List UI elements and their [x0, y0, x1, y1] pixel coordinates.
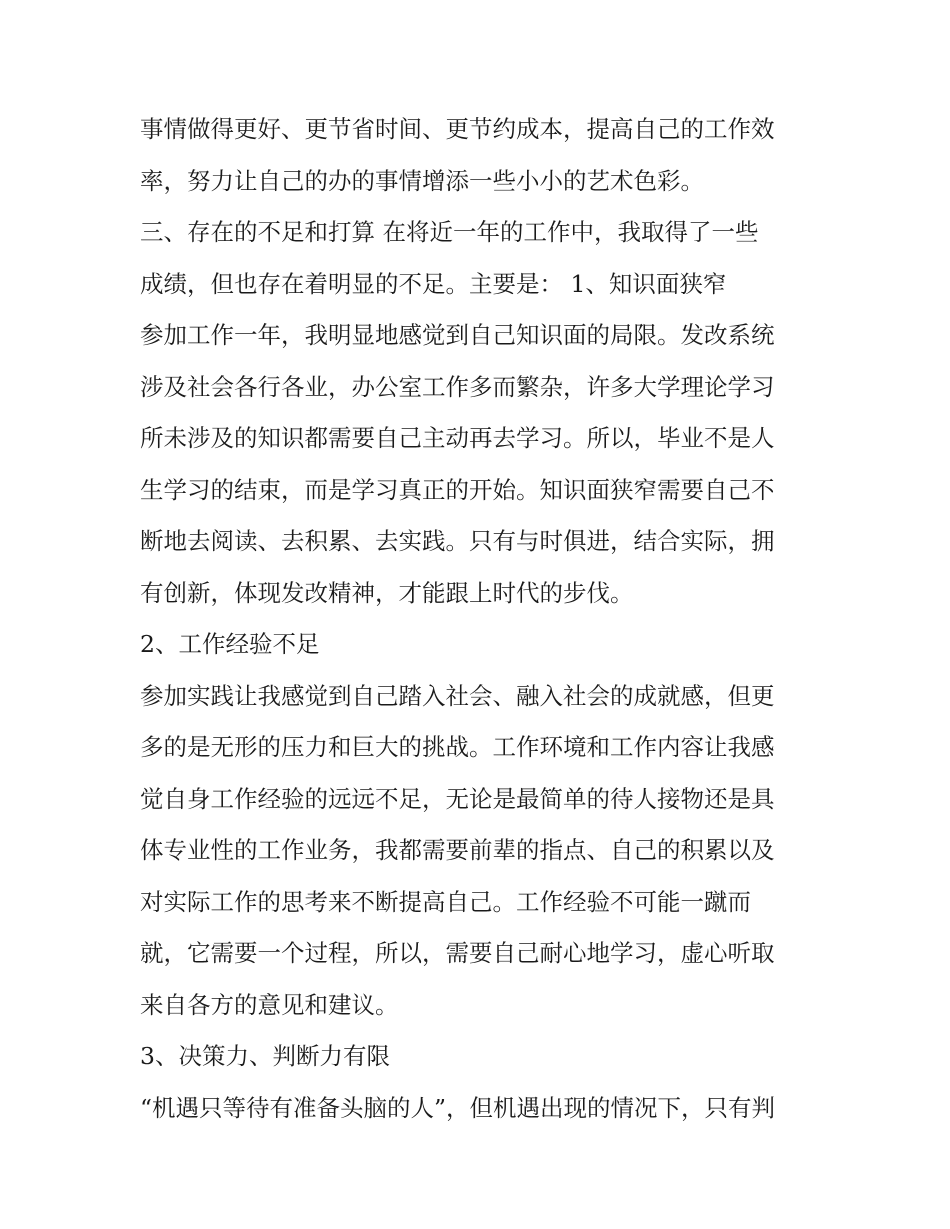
- subheading-line: 2、工作经验不足: [140, 630, 320, 658]
- text-line: 对实际工作的思考来不断提高自己。工作经验不可能一蹴而: [140, 887, 751, 916]
- text-line: 率，努力让自己的办的事情增添一些小小的艺术色彩。: [140, 166, 704, 195]
- text-line: 涉及社会各行各业，办公室工作多而繁杂，许多大学理论学习: [140, 372, 775, 401]
- text-line: 事情做得更好、更节省时间、更节约成本，提高自己的工作效: [140, 115, 775, 143]
- text-line: 参加实践让我感觉到自己踏入社会、融入社会的成就感，但更: [140, 681, 775, 710]
- text-line: 体专业性的工作业务，我都需要前辈的指点、自己的积累以及: [140, 836, 775, 864]
- text-line: 所未涉及的知识都需要自己主动再去学习。所以，毕业不是人: [140, 424, 775, 452]
- text-line: 断地去阅读、去积累、去实践。只有与时俱进，结合实际，拥: [140, 527, 775, 555]
- text-line: “机遇只等待有准备头脑的人”，但机遇出现的情况下，只有判: [140, 1093, 776, 1122]
- section-heading-line: 三、存在的不足和打算 在将近一年的工作中，我取得了一些: [140, 218, 759, 246]
- subheading-line: 3、决策力、判断力有限: [140, 1042, 390, 1070]
- text-line: 觉自身工作经验的远远不足，无论是最简单的待人接物还是具: [140, 784, 775, 813]
- text-line: 参加工作一年，我明显地感觉到自己知识面的局限。发改系统: [140, 321, 775, 349]
- text-line: 生学习的结束，而是学习真正的开始。知识面狭窄需要自己不: [140, 475, 775, 504]
- text-line: 来自各方的意见和建议。: [140, 990, 399, 1019]
- text-line: 成绩，但也存在着明显的不足。主要是： 1、知识面狭窄: [140, 269, 727, 298]
- text-line: 就，它需要一个过程，所以，需要自己耐心地学习，虚心听取: [140, 939, 775, 967]
- document-body: [140, 104, 820, 1134]
- text-line: 多的是无形的压力和巨大的挑战。工作环境和工作内容让我感: [140, 733, 775, 761]
- text-line: 有创新，体现发改精神，才能跟上时代的步伐。: [140, 578, 634, 607]
